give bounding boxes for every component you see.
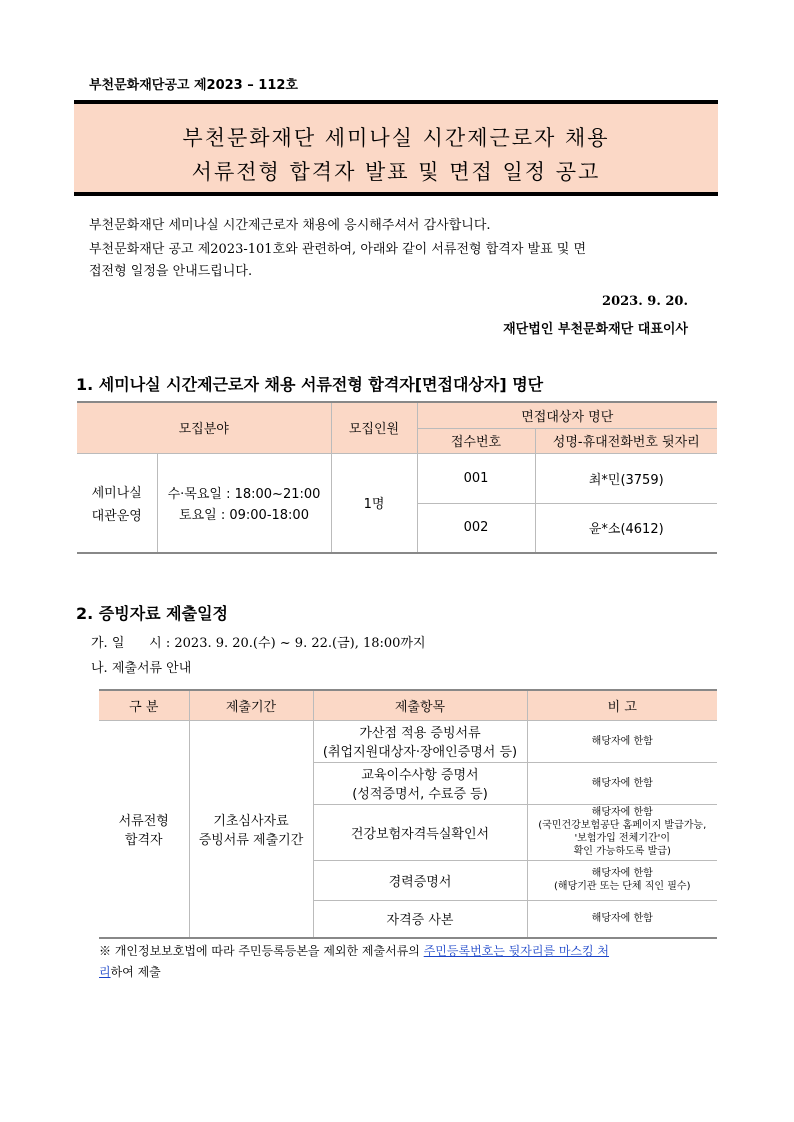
document-number: 부천문화재단공고 제2023 – 112호: [89, 78, 298, 93]
remark-cell: [527, 804, 717, 860]
schedule-line-2: 토요일 : 09:00-18:00: [179, 507, 309, 523]
section1-heading: 1. 세미나실 시간제근로자 채용 서류전형 합격자[면접대상자] 명단: [76, 375, 544, 394]
item-line: (성적증명서, 수료증 등): [352, 787, 488, 802]
receipt-cell: 002: [417, 503, 535, 553]
schedule-item: 가. 일 시 : 2023. 9. 20.(수) ~ 9. 22.(금), 18:00까지: [91, 636, 426, 651]
period-cell: [189, 720, 313, 938]
remark-cell: [527, 860, 717, 900]
remark-line: '보험가입 전체기간'이: [574, 833, 671, 844]
announcement-date: 2023. 9. 20.: [602, 294, 688, 309]
interviewee-table: [77, 401, 717, 554]
item-cell: 경력증명서: [313, 860, 527, 900]
remark-line: 해당자에 한함: [591, 807, 653, 818]
field-name-line-1: 세미나실: [91, 485, 142, 501]
section2-heading: 2. 증빙자료 제출일정: [76, 604, 228, 623]
intro-line-1: 부천문화재단 세미나실 시간제근로자 채용에 응시해주셔서 감사합니다.: [89, 218, 491, 233]
name-cell: 최*민(3759): [535, 453, 717, 503]
schedule-cell: [157, 453, 331, 553]
title-line-1: 부천문화재단 세미나실 시간제근로자 채용: [182, 126, 610, 150]
title-box: [74, 100, 718, 196]
remark-cell: 해당자에 한함: [527, 720, 717, 762]
name-cell: 윤*소(4612): [535, 503, 717, 553]
documents-table: [99, 689, 717, 939]
remark-line: (국민건강보험공단 홈페이지 발급가능,: [538, 820, 707, 831]
masking-note: [99, 941, 719, 983]
header-list: 면접대상자 명단: [417, 402, 717, 428]
item-line: 교육이수사항 증명서: [361, 768, 479, 783]
documents-item: 나. 제출서류 안내: [91, 661, 192, 676]
intro-line-2: 부천문화재단 공고 제2023-101호와 관련하여, 아래와 같이 서류전형 합격자 발표 및 면: [89, 242, 587, 257]
period-line-2: 증빙서류 제출기간: [198, 832, 304, 848]
period-line-1: 기초심사자료: [213, 813, 289, 829]
header-name-phone: 성명-휴대전화번호 뒷자리: [535, 428, 717, 453]
category-line-1: 서류전형: [118, 813, 169, 829]
schedule-line-1: 수·목요일 : 18:00~21:00: [167, 486, 321, 502]
category-cell: [99, 720, 189, 938]
header-items: 제출항목: [313, 690, 527, 720]
note-link-continued[interactable]: 리: [99, 965, 111, 979]
category-line-2: 합격자: [124, 832, 163, 848]
remark-cell: 해당자에 한함: [527, 762, 717, 804]
remark-line: 해당자에 한함: [591, 868, 653, 879]
receipt-cell: 001: [417, 453, 535, 503]
note-link[interactable]: 주민등록번호는 뒷자리를 마스킹 처: [423, 944, 610, 958]
item-cell: 자격증 사본: [313, 900, 527, 938]
remark-line: (해당기관 또는 단체 직인 필수): [554, 881, 691, 892]
intro-line-3: 접전형 일정을 안내드립니다.: [89, 264, 253, 279]
header-category: 구 분: [99, 690, 189, 720]
note-suffix: 하여 제출: [110, 965, 161, 979]
item-cell: [313, 762, 527, 804]
remark-cell: 해당자에 한함: [527, 900, 717, 938]
note-prefix: ※ 개인정보보호법에 따라 주민등록등본을 제외한 제출서류의: [99, 944, 424, 958]
field-name-line-2: 대관운영: [91, 508, 142, 524]
remark-line: 확인 가능하도록 발급): [573, 846, 671, 857]
item-cell: [313, 720, 527, 762]
count-cell: 1명: [331, 453, 417, 553]
signer: 재단법인 부천문화재단 대표이사: [503, 322, 688, 337]
header-receipt: 접수번호: [417, 428, 535, 453]
header-field: 모집분야: [77, 402, 331, 453]
item-line: 가산점 적용 증빙서류: [359, 726, 481, 741]
item-line: (취업지원대상자·장애인증명서 등): [322, 745, 518, 760]
header-count: 모집인원: [331, 402, 417, 453]
title-line-2: 서류전형 합격자 발표 및 면접 일정 공고: [191, 160, 601, 184]
field-name-cell: [77, 453, 157, 553]
header-remarks: 비 고: [527, 690, 717, 720]
header-period: 제출기간: [189, 690, 313, 720]
item-cell: 건강보험자격득실확인서: [313, 804, 527, 860]
